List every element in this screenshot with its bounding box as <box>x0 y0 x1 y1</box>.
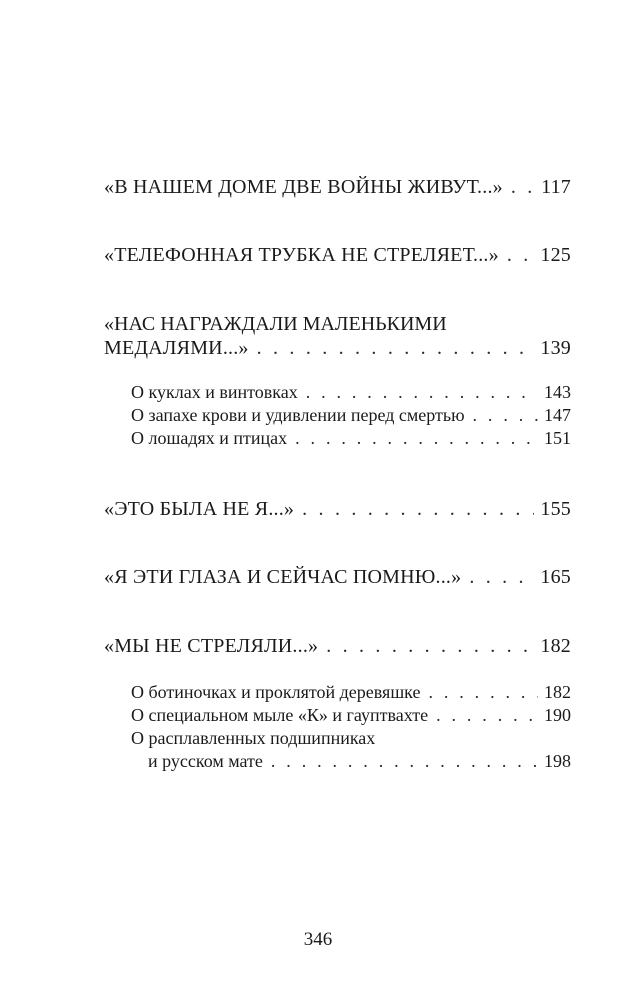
page-number: 346 <box>303 929 333 950</box>
toc-entry-page: 182 <box>540 635 571 657</box>
toc-subentry-title-line2: и русском мате <box>148 751 263 771</box>
toc-entry-title: «ЭТО БЫЛА НЕ Я...» <box>104 498 295 520</box>
toc-entry-title: «ТЕЛЕФОННАЯ ТРУБКА НЕ СТРЕЛЯЕТ...» <box>104 244 499 266</box>
toc-subentry-title: О ботиночках и проклятой деревяшке <box>131 682 421 702</box>
dot-leader <box>271 752 538 770</box>
toc-subentry <box>131 429 571 447</box>
dot-leader <box>511 177 535 197</box>
toc-entry-page: 125 <box>540 244 571 266</box>
toc-entry-page: 155 <box>540 498 571 520</box>
toc-entry-title-line1: «НАС НАГРАЖДАЛИ МАЛЕНЬКИМИ <box>104 313 447 335</box>
toc-entry-page: 139 <box>540 337 571 359</box>
toc-entry <box>104 567 571 587</box>
toc-subentry <box>131 406 571 424</box>
toc-subentry-page: 198 <box>544 751 571 771</box>
toc-subentry <box>148 752 571 770</box>
toc-entry-title: «Я ЭТИ ГЛАЗА И СЕЙЧАС ПОМНЮ...» <box>104 566 462 588</box>
toc-entry <box>104 338 571 358</box>
toc-subentry-title: О запахе крови и удивлении перед смертью <box>131 405 465 425</box>
toc-subentry-page: 182 <box>544 682 571 702</box>
toc-entry-page: 165 <box>540 566 571 588</box>
toc-entry-title: «МЫ НЕ СТРЕЛЯЛИ...» <box>104 635 319 657</box>
dot-leader <box>428 683 538 701</box>
toc-entry-title-line2: МЕДАЛЯМИ...» <box>104 337 249 359</box>
dot-leader <box>436 706 538 724</box>
toc-entry <box>104 177 571 197</box>
dot-leader <box>469 567 534 587</box>
toc-subentry-page: 147 <box>544 405 571 425</box>
toc-subentry-title: О специальном мыле «К» и гауптвахте <box>131 705 429 725</box>
toc-subentry-page: 143 <box>544 382 571 402</box>
toc-entry <box>104 499 571 519</box>
dot-leader <box>507 245 535 265</box>
toc-subentry <box>131 706 571 724</box>
dot-leader <box>306 383 538 401</box>
toc-subentry <box>131 383 571 401</box>
dot-leader <box>473 406 538 424</box>
toc-subentry-title: О лошадях и птицах <box>131 428 288 448</box>
toc-entry <box>104 636 571 656</box>
dot-leader <box>326 636 534 656</box>
toc-subentry-title: О куклах и винтовках <box>131 382 298 402</box>
dot-leader <box>302 499 534 519</box>
toc-subentry-page: 190 <box>544 705 571 725</box>
toc-subentry-page: 151 <box>544 428 571 448</box>
toc-entry-page: 117 <box>541 176 571 198</box>
toc-entry-title: «В НАШЕМ ДОМЕ ДВЕ ВОЙНЫ ЖИВУТ...» <box>104 176 503 198</box>
toc-subentry <box>131 683 571 701</box>
toc-subentry-title-line1: О расплавленных подшипниках <box>131 728 376 748</box>
dot-leader <box>295 429 538 447</box>
toc-entry <box>104 245 571 265</box>
dot-leader <box>257 338 535 358</box>
